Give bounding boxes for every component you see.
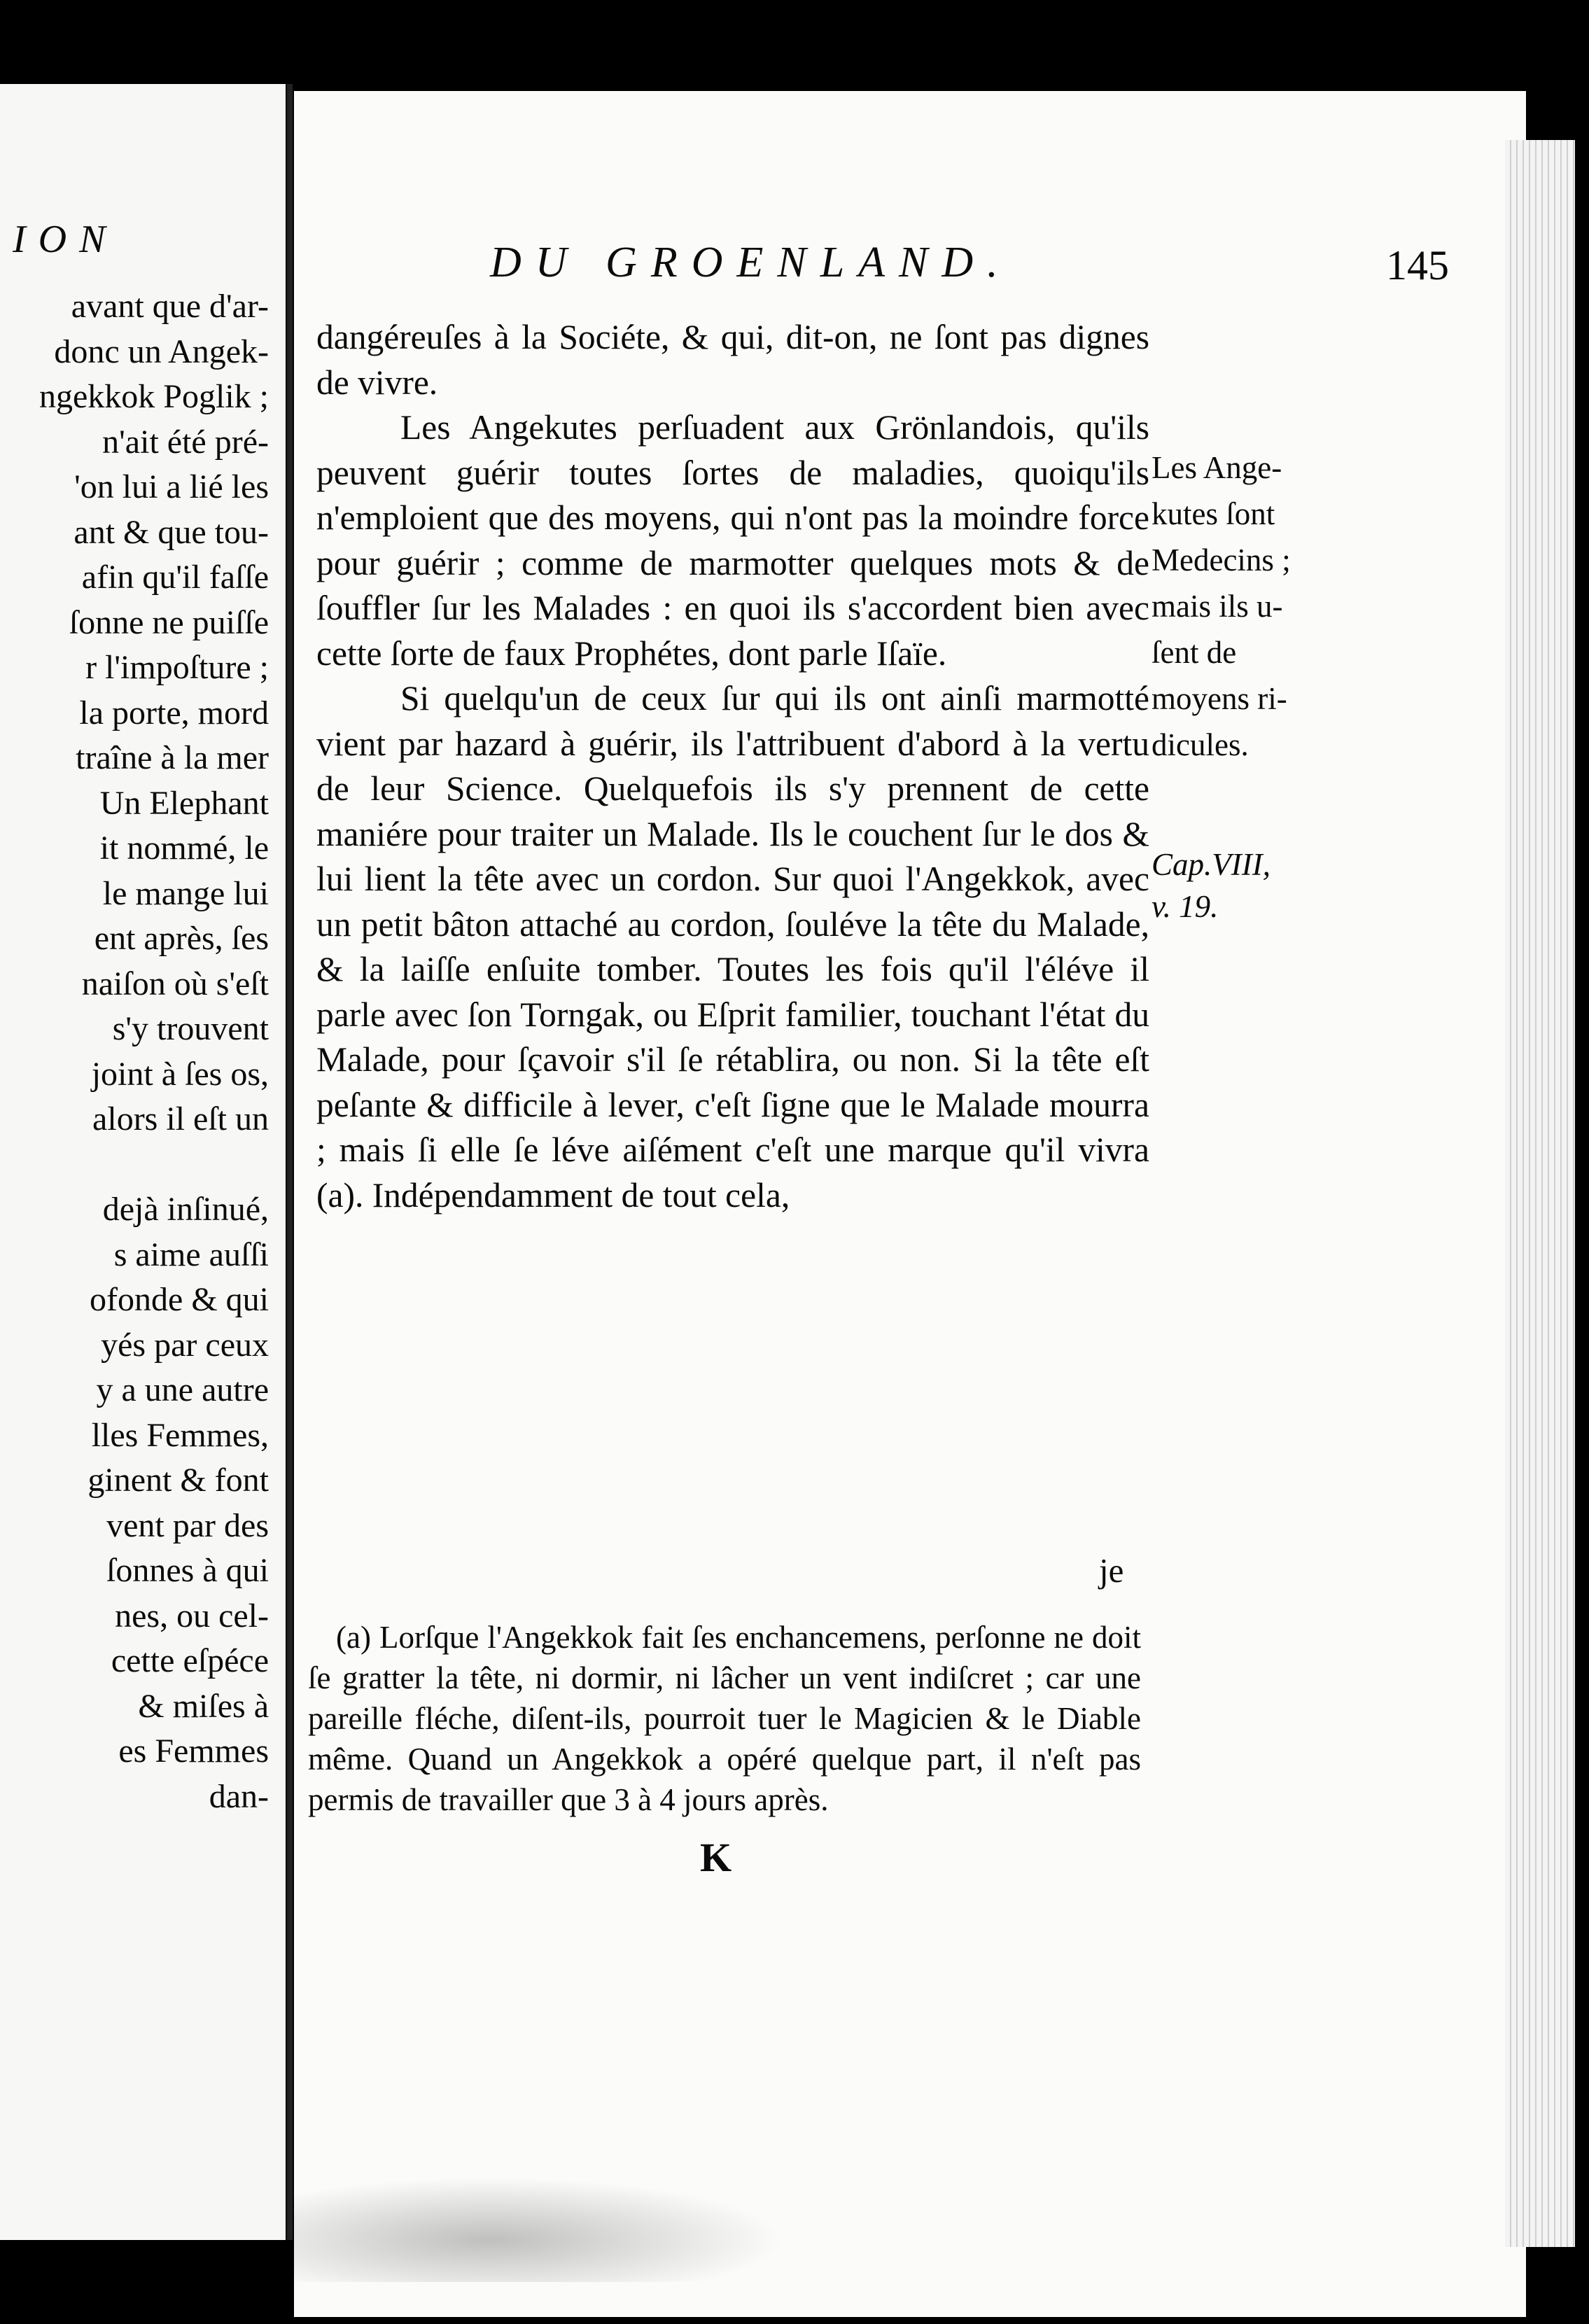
page-edges: [1505, 140, 1575, 2247]
marginal-note: [1152, 444, 1291, 768]
left-page-line: & miſes à: [138, 1687, 269, 1725]
marginal-note-line: dicules.: [1152, 727, 1249, 762]
left-page-line: Un Elephant: [99, 784, 269, 822]
left-page-line: ſonnes à qui: [106, 1552, 269, 1589]
running-head: DU GROENLAND.: [490, 239, 1012, 286]
left-page-line: la porte, mord: [79, 694, 269, 732]
footnote-text: (a) Lorſque l'Angekkok fait ſes enchancemens, perſonne ne doit ſe gratter la tête, ni dormir, ni lâcher un vent indiſcret ; car une pareille fléche, diſent-ils, pourroit tuer le Magicien & le Diable même. Quand un Angekkok a opéré quelque part, il n'eſt pas permis de travailler que 3 à 4 jours après.: [308, 1620, 1141, 1817]
left-page-line: ent après, ſes: [94, 920, 269, 957]
marginal-ref-line: v. 19.: [1152, 889, 1219, 924]
body-text: [316, 315, 1149, 1218]
left-page-line: 'on lui a lié les: [74, 468, 269, 505]
left-page-line: vent par des: [106, 1506, 269, 1544]
left-page-line: ginent & font: [88, 1462, 269, 1499]
left-page-line: ofonde & qui: [90, 1281, 269, 1318]
left-page-line: naiſon où s'eſt: [81, 965, 269, 1002]
left-page-line: le mange lui: [102, 874, 269, 912]
left-page-line: ngekkok Poglik ;: [38, 378, 269, 415]
marginal-note-line: Les Ange-: [1152, 450, 1282, 485]
left-page: [0, 84, 286, 2240]
left-page-line: r l'impoſture ;: [85, 649, 269, 686]
left-page-line: ant & que tou-: [74, 513, 269, 551]
marginal-note-line: ſent de: [1152, 635, 1237, 670]
gutter: [287, 84, 293, 2240]
signature-mark: K: [700, 1835, 732, 1880]
left-page-line: afin qu'il faſſe: [81, 559, 269, 596]
left-page-line: s'y trouvent: [112, 1010, 269, 1047]
marginal-note-line: mais ils u-: [1152, 589, 1283, 624]
left-page-line: traîne à la mer: [76, 739, 269, 776]
page-number: 145: [1386, 242, 1449, 288]
left-page-line: yés par ceux: [101, 1326, 269, 1364]
ink-smudge: [294, 2177, 784, 2282]
left-page-line: joint à ſes os,: [91, 1055, 269, 1093]
left-page-line: donc un Angek-: [54, 332, 269, 370]
paragraph-3: Si quelqu'un de ceux ſur qui ils ont ainſi marmotté vient par hazard à guérir, ils l'attribuent d'abord à la vertu de leur Science. Quelquefois ils s'y prennent de cette maniére pour traiter un Malade. Ils le couchent ſur le dos & lui lient la tête avec un cordon. Sur quoi l'Angekkok, avec un petit bâton attaché au cordon, ſouléve la tête du Malade, & la laiſſe enſuite tomber. Toutes les fois qu'il l'éléve il parle avec ſon Torngak, ou Eſprit familier, touchant l'état du Malade, pour ſçavoir s'il ſe rétablira, ou non. Si la tête eſt peſante & difficile à lever, c'eſt ſigne que le Malade mourra ; mais ſi elle ſe léve aiſément c'eſt une marque qu'il vivra (a). Indépendamment de tout cela,: [316, 679, 1149, 1214]
left-page-line: dejà inſinué,: [102, 1191, 269, 1228]
marginal-note-line: Medecins ;: [1152, 542, 1291, 578]
left-page-line: dan-: [209, 1777, 269, 1815]
left-page-line: y a une autre: [96, 1371, 269, 1408]
left-page-line: es Femmes: [118, 1732, 269, 1770]
catchword: je: [1099, 1551, 1124, 1590]
left-page-line: ſonne ne puiſſe: [69, 603, 269, 641]
left-running-head: ION: [13, 218, 118, 261]
left-page-line: s aime auſſi: [113, 1236, 269, 1273]
right-page: [294, 91, 1526, 2317]
left-page-line: avant que d'ar-: [71, 288, 269, 325]
left-page-line: nes, ou cel-: [115, 1597, 269, 1634]
left-page-line: lles Femmes,: [91, 1416, 269, 1454]
paragraph-1: dangéreuſes à la Sociéte, & qui, dit-on, ne ſont pas dignes de vivre.: [316, 318, 1149, 402]
paragraph-2: Les Angekutes perſuadent aux Grönlandois, qu'ils peuvent guérir toutes ſortes de maladies, quoiqu'ils n'emploient que des moyens, qui n'ont pas la moindre force pour guérir ; comme de marmotter quelques mots & de ſouffler ſur les Malades : en quoi ils s'accordent bien avec cette ſorte de faux Prophétes, dont parle Iſaïe.: [316, 408, 1149, 673]
footnote: [308, 1617, 1141, 1820]
marginal-ref-line: Cap.VIII,: [1152, 847, 1270, 882]
marginal-note-line: kutes ſont: [1152, 496, 1275, 531]
marginal-reference: [1152, 844, 1292, 927]
left-page-line: cette eſpéce: [111, 1642, 269, 1679]
left-page-line: it nommé, le: [99, 830, 269, 867]
left-page-line: n'ait été pré-: [102, 423, 269, 461]
marginal-note-line: moyens ri-: [1152, 681, 1287, 716]
left-page-line: alors il eſt un: [92, 1100, 269, 1138]
